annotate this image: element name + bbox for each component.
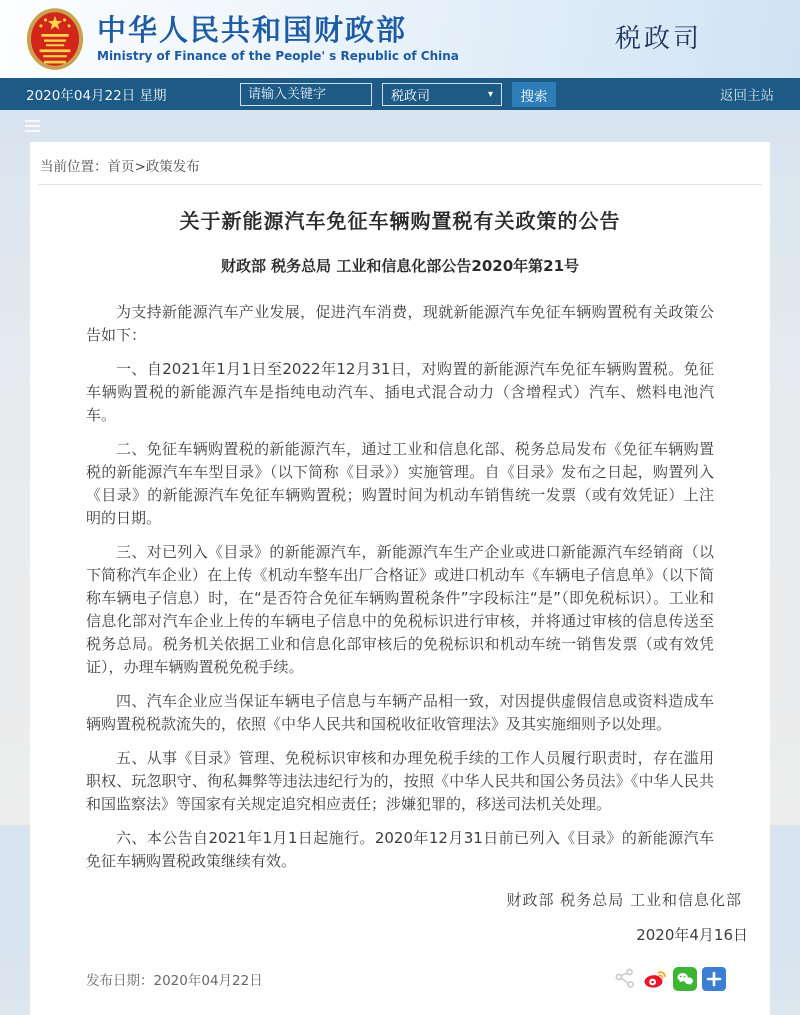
national-emblem-icon bbox=[26, 7, 84, 71]
article-paragraph: 三、对已列入《目录》的新能源汽车，新能源汽车生产企业或进口新能源汽车经销商（以下简称汽车企业）在上传《机动车整车出厂合格证》或进口机动车《车辆电子信息单》（以下简称车辆电子信息）时，在“是否符合免征车辆购置税条件”字段标注“是”（即免税标识）。工业和信息化部对汽车企业上传的车辆电子信息中的免税标识进行审核，并将通过审核的信息传送至税务总局。税务机关依据工业和信息化部审核后的免税标识和机动车统一销售发票（或有效凭证），办理车辆购置税免税手续。 bbox=[86, 543, 714, 676]
article-title: 关于新能源汽车免征车辆购置税有关政策的公告 bbox=[179, 209, 621, 233]
publish-date-row bbox=[86, 969, 263, 989]
article-paragraph: 四、汽车企业应当保证车辆电子信息与车辆产品相一致，对因提供虚假信息或资料造成车辆购置税税款流失的，依照《中华人民共和国税收征收管理法》及其实施细则予以处理。 bbox=[86, 692, 714, 733]
search-scope-dropdown[interactable] bbox=[382, 83, 502, 106]
brand-text bbox=[97, 12, 459, 64]
share-network-icon[interactable] bbox=[613, 967, 637, 991]
weibo-icon[interactable] bbox=[642, 967, 668, 991]
publish-date-value: 2020年04月22日 bbox=[153, 973, 263, 989]
article-footer bbox=[86, 967, 726, 991]
search-group bbox=[240, 82, 556, 107]
sub-band bbox=[0, 110, 800, 142]
search-button[interactable]: 搜索 bbox=[512, 82, 556, 107]
issue-date: 2020年4月16日 bbox=[636, 926, 748, 944]
back-to-main-link[interactable]: 返回主站 bbox=[720, 88, 774, 104]
article-paragraph: 一、自2021年1月1日至2022年12月31日，对购置的新能源汽车免征车辆购置税。免征车辆购置税的新能源汽车是指纯电动汽车、插电式混合动力（含增程式）汽车、燃料电池汽车。 bbox=[86, 360, 714, 424]
issuing-authorities: 财政部 税务总局 工业和信息化部 bbox=[506, 891, 742, 909]
menu-icon[interactable] bbox=[25, 117, 40, 135]
article-paragraph: 六、本公告自2021年1月1日起施行。2020年12月31日前已列入《目录》的新能源汽车免征车辆购置税政策继续有效。 bbox=[86, 829, 714, 870]
site-name-chinese: 中华人民共和国财政部 bbox=[97, 12, 408, 47]
article-paragraph: 二、免征车辆购置税的新能源汽车，通过工业和信息化部、税务总局发布《免征车辆购置税的新能源汽车车型目录》（以下简称《目录》）实施管理。自《目录》发布之日起，购置列入《目录》的新能源汽车免征车辆购置税；购置时间为机动车销售统一发票（或有效凭证）上注明的日期。 bbox=[86, 440, 714, 527]
wechat-icon[interactable] bbox=[673, 967, 697, 991]
share-more-icon[interactable] bbox=[702, 967, 726, 991]
article-doc-number: 财政部 税务总局 工业和信息化部公告2020年第21号 bbox=[220, 257, 580, 275]
article-paragraph: 为支持新能源汽车产业发展，促进汽车消费，现就新能源汽车免征车辆购置税有关政策公告如下： bbox=[86, 303, 714, 344]
article-paragraph: 五、从事《目录》管理、免税标识审核和办理免税手续的工作人员履行职责时，存在滥用职权、玩忽职守、徇私舞弊等违法违纪行为的，按照《中华人民共和国公务员法》《中华人民共和国监察法》等国家有关规定追究相应责任；涉嫌犯罪的，移送司法机关处理。 bbox=[86, 749, 714, 813]
scope-selected-value: 税政司 bbox=[391, 89, 431, 104]
breadcrumb bbox=[38, 142, 762, 185]
breadcrumb-separator: > bbox=[134, 159, 146, 175]
navbar bbox=[0, 78, 800, 110]
site-name-english: Ministry of Finance of the People' s Republic of China bbox=[97, 49, 459, 64]
breadcrumb-prefix: 当前位置： bbox=[40, 159, 108, 175]
search-input[interactable] bbox=[240, 83, 372, 106]
site-header bbox=[0, 0, 800, 78]
breadcrumb-home-link[interactable]: 首页 bbox=[107, 159, 135, 175]
department-name: 税政司 bbox=[614, 24, 702, 54]
brand bbox=[26, 7, 459, 71]
publish-date-label: 发布日期： bbox=[86, 973, 154, 989]
share-toolbar bbox=[613, 967, 726, 991]
current-date: 2020年04月22日 星期 bbox=[26, 88, 167, 104]
breadcrumb-current: 政策发布 bbox=[145, 159, 200, 175]
article-body bbox=[30, 276, 770, 873]
content-panel bbox=[30, 142, 770, 1015]
chevron-down-icon: ▾ bbox=[487, 89, 493, 100]
